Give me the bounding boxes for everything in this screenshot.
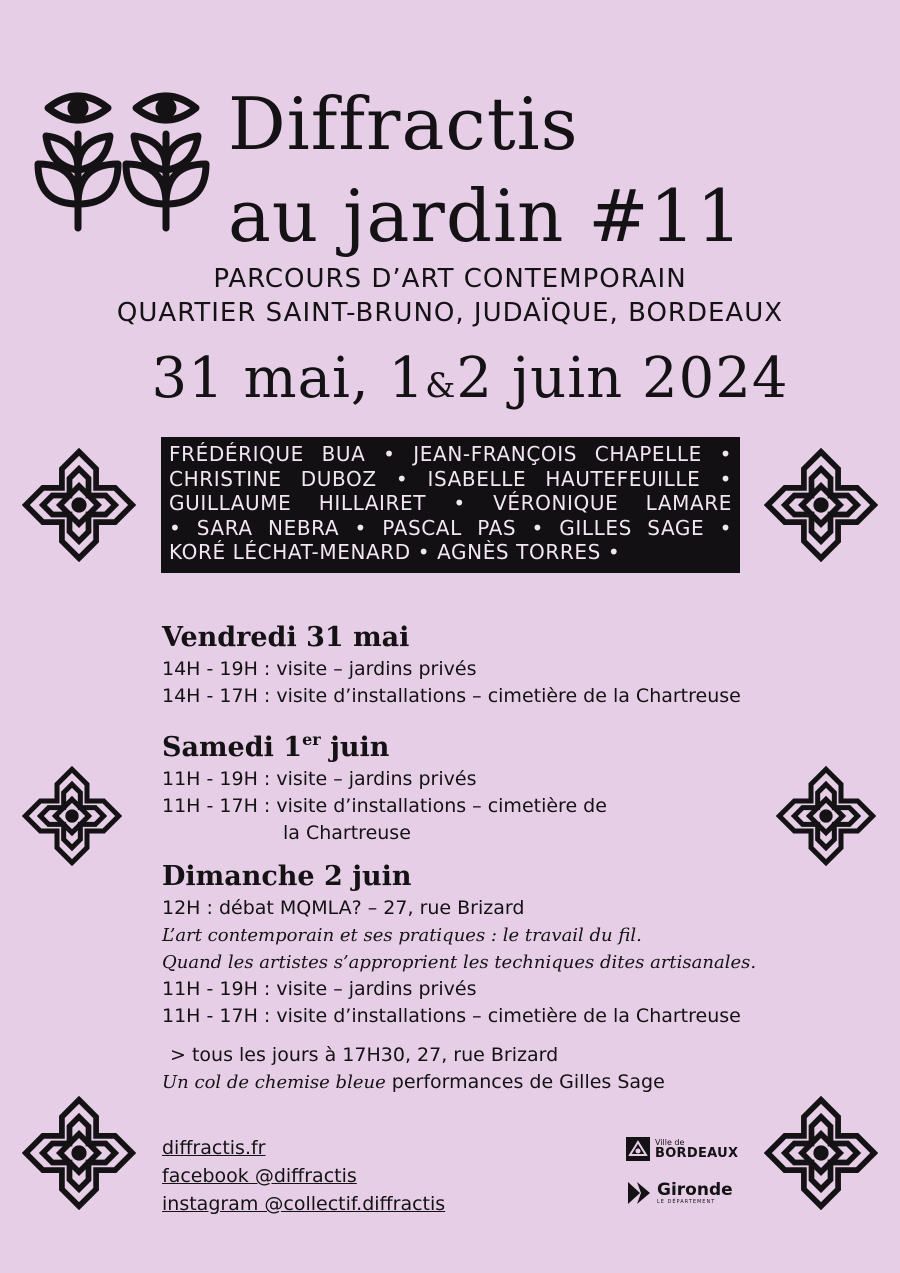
- subtitle: [0, 262, 900, 330]
- artists-line: KORÉ LÉCHAT-MENARD • AGNÈS TORRES •: [169, 540, 621, 564]
- gironde-arrow-icon: [626, 1180, 652, 1206]
- saturday-heading-post: juin: [320, 732, 390, 763]
- bordeaux-small-text: Ville de: [655, 1137, 685, 1147]
- saturday-heading-sup: er: [302, 730, 321, 749]
- performance-rest: performances de Gilles Sage: [385, 1071, 665, 1093]
- friday-heading: Vendredi 31 mai: [162, 622, 410, 653]
- dates-part-1: 31 mai, 1: [151, 346, 426, 411]
- event-dates: [0, 346, 900, 411]
- sunday-italic-line: Quand les artistes s’approprient les techniques dites artisanales.: [162, 952, 757, 973]
- sunday-line: 12H : débat MQMLA? – 27, rue Brizard: [162, 897, 525, 919]
- gironde-big-text: Gironde: [657, 1179, 733, 1200]
- gironde-small-text: LE DÉPARTEMENT: [657, 1198, 716, 1205]
- bordeaux-big-text: BORDEAUX: [655, 1145, 739, 1161]
- star-ornament-icon: [764, 448, 878, 562]
- daily-line: > tous les jours à 17H30, 27, rue Brizard: [170, 1044, 559, 1066]
- facebook-link[interactable]: facebook @diffractis: [162, 1165, 357, 1187]
- star-ornament-icon: [22, 448, 136, 562]
- artists-line: CHRISTINE DUBOZ • ISABELLE HAUTEFEUILLE •: [169, 466, 732, 491]
- star-ornament-icon: [22, 1096, 136, 1210]
- star-ornament-icon: [22, 766, 122, 866]
- saturday-line: 11H - 17H : visite d’installations – cimetière de: [162, 795, 607, 817]
- artists-line: • SARA NEBRA • PASCAL PAS • GILLES SAGE •: [169, 515, 732, 540]
- artists-line: FRÉDÉRIQUE BUA • JEAN-FRANÇOIS CHAPELLE •: [169, 442, 732, 466]
- dates-part-2: 2 juin 2024: [456, 346, 789, 411]
- sunday-italic-line: L’art contemporain et ses pratiques : le travail du fil.: [162, 925, 642, 946]
- saturday-heading-pre: Samedi 1: [162, 732, 303, 763]
- sunday-heading: Dimanche 2 juin: [162, 861, 412, 892]
- links: [162, 1134, 445, 1218]
- daily-performance: [162, 1069, 852, 1096]
- subtitle-line-2: QUARTIER SAINT-BRUNO, JUDAÏQUE, BORDEAUX: [116, 298, 784, 328]
- instagram-link[interactable]: instagram @collectif.diffractis: [162, 1193, 446, 1215]
- saturday-line: 11H - 19H : visite – jardins privés: [162, 768, 477, 790]
- artists-line: GUILLAUME HILLAIRET • VÉRONIQUE LAMARE: [169, 491, 732, 515]
- saturday-line: la Chartreuse: [283, 822, 411, 844]
- friday-line: 14H - 19H : visite – jardins privés: [162, 658, 477, 680]
- program: [162, 620, 852, 1096]
- sunday-line: 11H - 19H : visite – jardins privés: [162, 978, 477, 1000]
- dates-ampersand: &: [425, 366, 457, 406]
- eye-flowers-logo-icon: [32, 86, 214, 232]
- bordeaux-crest-icon: [626, 1137, 650, 1161]
- title-line-2: au jardin #11: [228, 174, 744, 258]
- title-line-1: Diffractis: [228, 82, 579, 166]
- sunday-line: 11H - 17H : visite d’installations – cimetière de la Chartreuse: [162, 1005, 741, 1027]
- bordeaux-logo: [626, 1137, 738, 1161]
- website-link[interactable]: diffractis.fr: [162, 1137, 266, 1159]
- friday-line: 14H - 17H : visite d’installations – cimetière de la Chartreuse: [162, 685, 741, 707]
- saturday-heading: [162, 722, 852, 766]
- gironde-logo: [626, 1180, 733, 1206]
- subtitle-line-1: PARCOURS D’ART CONTEMPORAIN: [213, 264, 687, 294]
- performance-title: Un col de chemise bleue: [162, 1072, 386, 1093]
- artists-box: [161, 437, 740, 573]
- star-ornament-icon: [764, 1096, 878, 1210]
- poster-title: [228, 78, 743, 262]
